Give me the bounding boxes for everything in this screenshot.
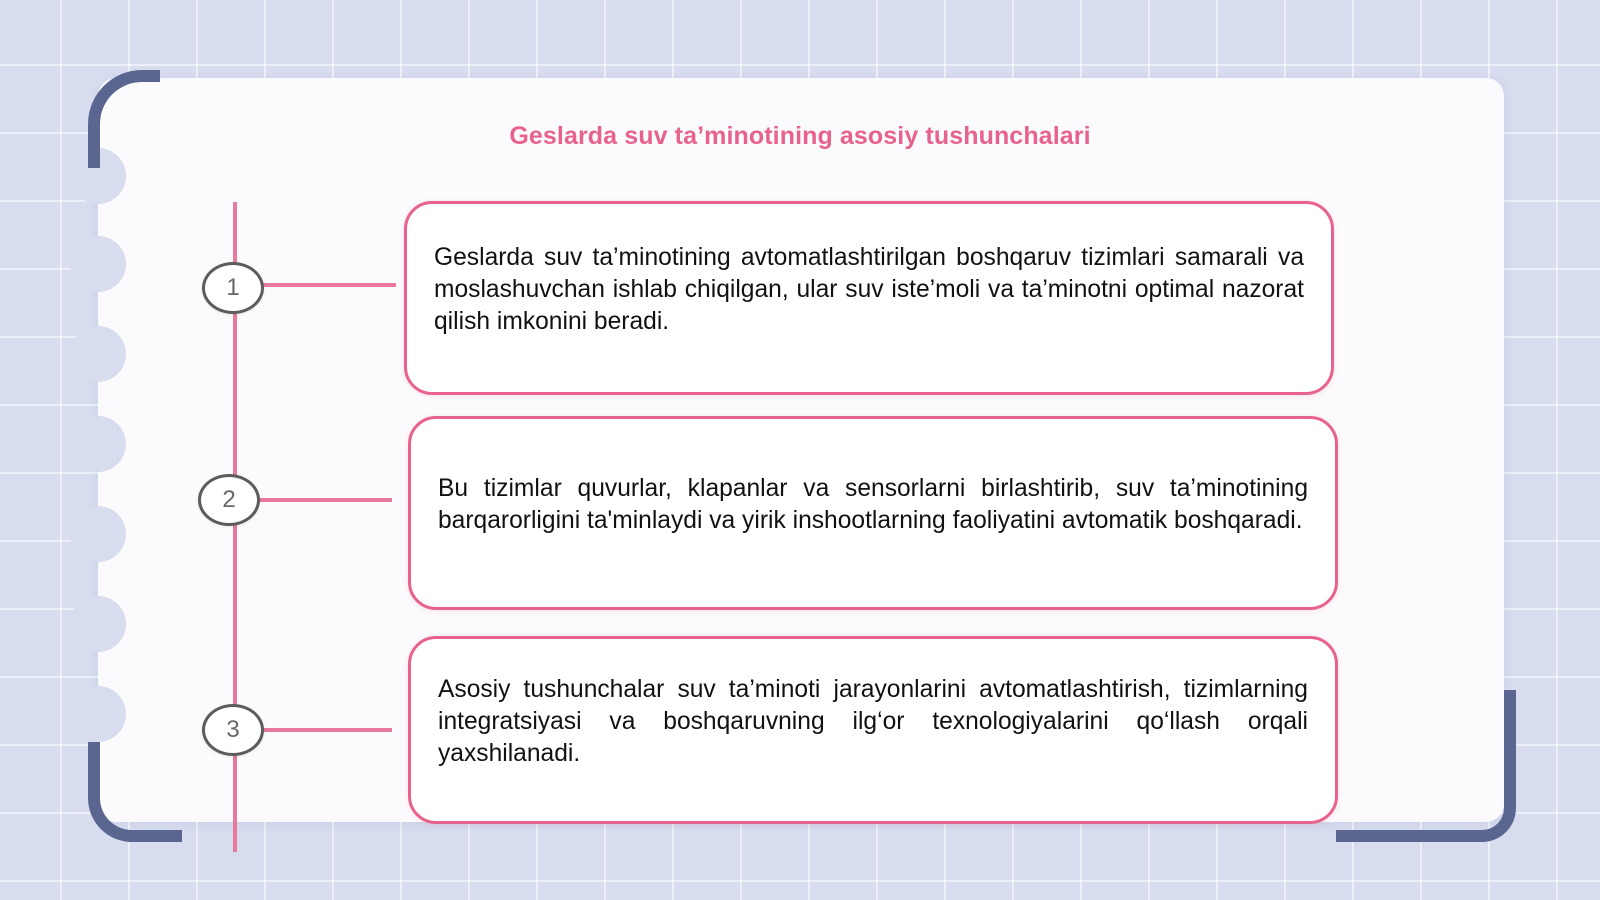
step-marker-2: 2 (198, 474, 260, 526)
card-text: Asosiy tushunchalar suv ta’minoti jarayonlarini avtomatlashtirish, tizimlarning integratsiyasi va boshqaruvning ilg‘or texnologiyalarini qo‘llash orqali yaxshilanadi. (438, 676, 1308, 767)
notebook-hole (70, 506, 126, 562)
slide-title: Geslarda suv ta’minotining asosiy tushunchalari (509, 122, 1091, 150)
notebook-hole (70, 596, 126, 652)
content-card-2 (408, 416, 1338, 610)
corner-bracket-bottom-right (1336, 690, 1516, 842)
card-text: Geslarda suv ta’minotining avtomatlashtirilgan boshqaruv tizimlari samarali va moslashuvchan ishlab chiqilgan, ular suv iste’moli va ta’minotni optimal nazorat qilish imkonini beradi. (434, 244, 1304, 335)
notebook-hole (70, 236, 126, 292)
step-marker-3: 3 (202, 704, 264, 756)
content-card-1 (404, 201, 1334, 395)
corner-bracket-bottom-left (88, 742, 182, 842)
notebook-hole (70, 686, 126, 742)
timeline-connector (258, 498, 392, 502)
timeline-connector (262, 728, 392, 732)
notebook-hole (70, 416, 126, 472)
notebook-hole (70, 326, 126, 382)
step-marker-1: 1 (202, 262, 264, 314)
corner-bracket-top-left (88, 70, 160, 168)
content-card-3 (408, 636, 1338, 824)
card-text: Bu tizimlar quvurlar, klapanlar va sensorlarni birlashtirib, suv ta’minotining barqarorligini ta'minlaydi va yirik inshootlarning faoliyatini avtomatik boshqaradi. (438, 475, 1308, 534)
timeline-connector (262, 283, 396, 287)
